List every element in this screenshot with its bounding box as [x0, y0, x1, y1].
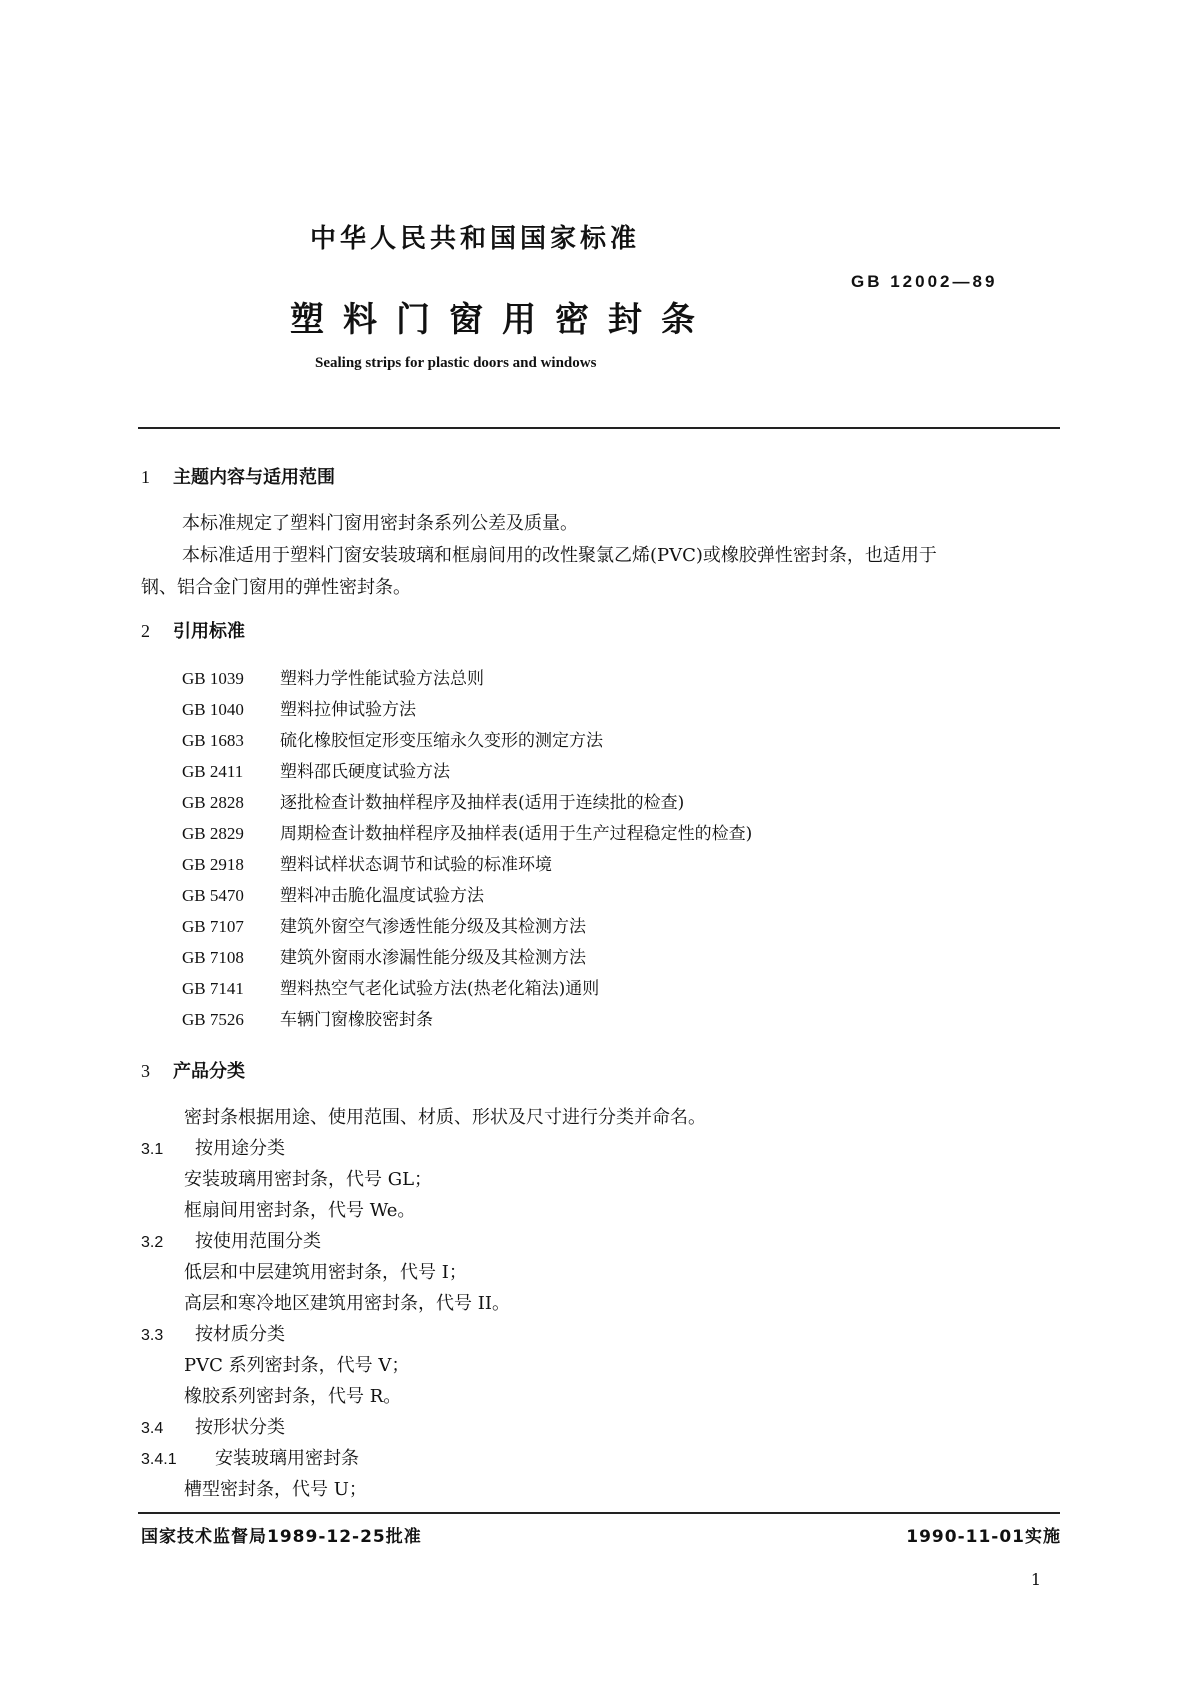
section-3-heading [141, 1057, 245, 1083]
subsection-number: 3.4.1 [141, 1451, 177, 1468]
section-2-heading [141, 617, 245, 643]
section-1-paragraph-2-line-1: 本标准适用于塑料门窗安装玻璃和框扇间用的改性聚氯乙烯(PVC)或橡胶弹性密封条，也适用于 [182, 545, 937, 566]
reference-title: 车辆门窗橡胶密封条 [280, 1010, 433, 1030]
section-3-intro: 密封条根据用途、使用范围、材质、形状及尺寸进行分类并命名。 [184, 1107, 706, 1128]
reference-code: GB 5470 [182, 886, 244, 905]
reference-code: GB 2828 [182, 793, 244, 812]
approval-line: 国家技术监督局1989-12-25批准 [141, 1527, 422, 1547]
reference-code: GB 7107 [182, 917, 244, 936]
reference-title: 建筑外窗空气渗透性能分级及其检测方法 [280, 917, 586, 937]
classification-item: 高层和寒冷地区建筑用密封条，代号 II。 [184, 1293, 510, 1314]
implementation-date: 1990-11-01实施 [906, 1527, 1061, 1547]
reference-code: GB 1683 [182, 731, 244, 750]
reference-title: 塑料拉伸试验方法 [280, 700, 416, 720]
header-divider [138, 427, 1060, 429]
reference-title: 塑料冲击脆化温度试验方法 [280, 886, 484, 906]
reference-item [182, 881, 484, 906]
classification-item: 槽型密封条，代号 U； [184, 1479, 367, 1500]
subsection-title: 安装玻璃用密封条 [215, 1448, 359, 1469]
subsection-title: 按形状分类 [195, 1417, 285, 1438]
subsection-number: 3.4 [141, 1420, 164, 1437]
section-number: 3 [141, 1061, 150, 1081]
reference-item [182, 1005, 433, 1030]
classification-item: 低层和中层建筑用密封条，代号 I； [184, 1262, 467, 1283]
reference-item [182, 664, 484, 689]
reference-title: 塑料热空气老化试验方法(热老化箱法)通则 [280, 979, 600, 999]
reference-title: 塑料力学性能试验方法总则 [280, 669, 484, 689]
reference-code: GB 7141 [182, 979, 244, 998]
section-number: 2 [141, 621, 150, 641]
classification-item: 安装玻璃用密封条，代号 GL； [184, 1169, 433, 1190]
reference-code: GB 2829 [182, 824, 244, 843]
reference-code: GB 7108 [182, 948, 244, 967]
english-subtitle: Sealing strips for plastic doors and windows [315, 355, 597, 371]
section-title: 主题内容与适用范围 [173, 467, 335, 488]
subsection-title: 按用途分类 [195, 1138, 285, 1159]
reference-title: 逐批检查计数抽样程序及抽样表(适用于连续批的检查) [280, 793, 685, 813]
reference-item [182, 819, 752, 844]
subsection-title: 按使用范围分类 [195, 1231, 321, 1252]
reference-item [182, 943, 586, 968]
reference-title: 硫化橡胶恒定形变压缩永久变形的测定方法 [280, 731, 603, 751]
reference-item [182, 912, 586, 937]
subsection-3-4-1-heading [141, 1444, 359, 1470]
subsection-number: 3.1 [141, 1141, 164, 1158]
document-title: 塑料门窗用密封条 [290, 300, 714, 340]
classification-item: 框扇间用密封条，代号 We。 [184, 1200, 416, 1221]
reference-item [182, 695, 416, 720]
reference-code: GB 2411 [182, 762, 244, 781]
classification-item: PVC 系列密封条，代号 V； [184, 1355, 410, 1376]
reference-title: 塑料邵氏硬度试验方法 [280, 762, 450, 782]
subsection-number: 3.2 [141, 1234, 164, 1251]
standard-code: GB 12002—89 [851, 272, 998, 291]
reference-code: GB 1040 [182, 700, 244, 719]
subsection-title: 按材质分类 [195, 1324, 285, 1345]
reference-title: 周期检查计数抽样程序及抽样表(适用于生产过程稳定性的检查) [280, 824, 753, 844]
subsection-number: 3.3 [141, 1327, 164, 1344]
reference-title: 塑料试样状态调节和试验的标准环境 [280, 855, 552, 875]
page-number: 1 [1030, 1570, 1041, 1589]
reference-item [182, 788, 684, 813]
reference-item [182, 974, 599, 999]
reference-title: 建筑外窗雨水渗漏性能分级及其检测方法 [280, 948, 586, 968]
section-title: 产品分类 [173, 1061, 245, 1082]
section-1-paragraph-1: 本标准规定了塑料门窗用密封条系列公差及质量。 [182, 513, 578, 534]
section-number: 1 [141, 467, 150, 487]
reference-item [182, 757, 450, 782]
classification-item: 橡胶系列密封条，代号 R。 [184, 1386, 402, 1407]
section-1-paragraph-2-line-2: 钢、铝合金门窗用的弹性密封条。 [141, 577, 411, 598]
reference-item [182, 850, 552, 875]
subsection-3-4-heading [141, 1413, 285, 1439]
national-standard-heading: 中华人民共和国国家标准 [310, 224, 641, 254]
reference-code: GB 7526 [182, 1010, 244, 1029]
footer-divider [138, 1512, 1060, 1514]
subsection-3-1-heading [141, 1134, 285, 1160]
reference-item [182, 726, 603, 751]
subsection-3-3-heading [141, 1320, 285, 1346]
section-1-heading [141, 463, 335, 489]
section-title: 引用标准 [173, 621, 245, 642]
subsection-3-2-heading [141, 1227, 321, 1253]
reference-code: GB 2918 [182, 855, 244, 874]
reference-code: GB 1039 [182, 669, 244, 688]
